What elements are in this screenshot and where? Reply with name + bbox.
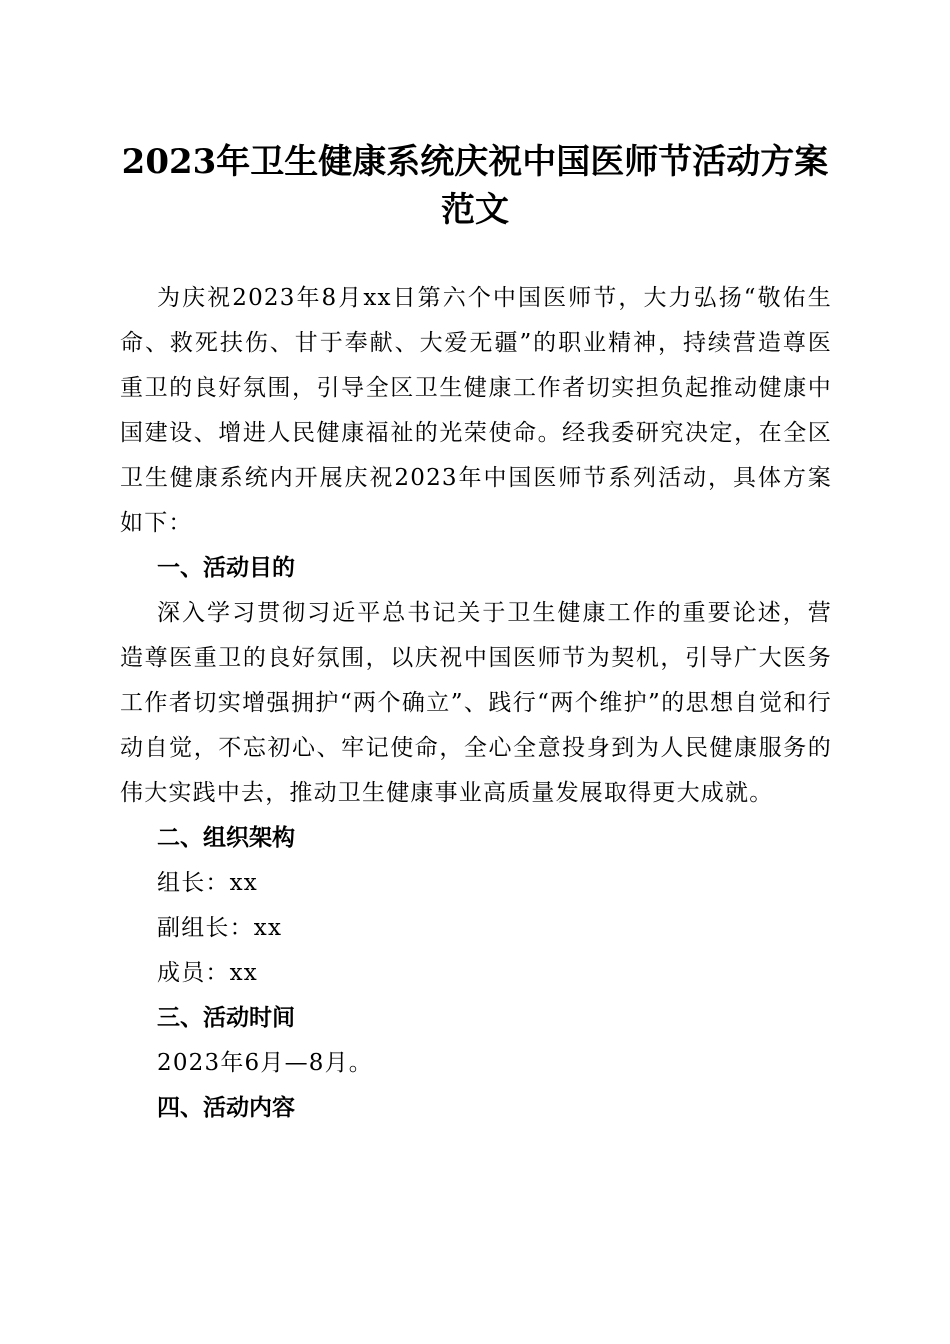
section-heading-content: 四、活动内容 <box>157 1095 295 1121</box>
document-title: 2023年卫生健康系统庆祝中国医师节活动方案范文 <box>121 142 829 230</box>
document-body <box>120 276 832 1131</box>
purpose-paragraph: 深入学习贯彻习近平总书记关于卫生健康工作的重要论述，营造尊医重卫的良好氛围，以庆祝中国医师节为契机，引导广大医务工作者切实增强拥护“两个确立”、践行“两个维护”的思想自觉和行动自觉，不忘初心、牢记使命，全心全意投身到为人民健康服务的伟大实践中去，推动卫生健康事业高质量发展取得更大成就。 <box>120 600 832 806</box>
section-heading-organization: 二、组织架构 <box>157 825 295 851</box>
org-members-line: 成员：xx <box>157 960 258 986</box>
org-leader-line: 组长：xx <box>157 870 258 896</box>
section-heading-purpose: 一、活动目的 <box>157 555 295 581</box>
org-deputy-leader-line: 副组长：xx <box>157 915 283 941</box>
section-heading-time: 三、活动时间 <box>157 1005 295 1031</box>
intro-paragraph: 为庆祝2023年8月xx日第六个中国医师节，大力弘扬“敬佑生命、救死扶伤、甘于奉献、大爱无疆”的职业精神，持续营造尊医重卫的良好氛围，引导全区卫生健康工作者切实担负起推动健康中国建设、增进人民健康福祉的光荣使命。经我委研究决定，在全区卫生健康系统内开展庆祝2023年中国医师节系列活动，具体方案如下： <box>120 285 832 536</box>
activity-time-line: 2023年6月—8月。 <box>157 1050 373 1076</box>
